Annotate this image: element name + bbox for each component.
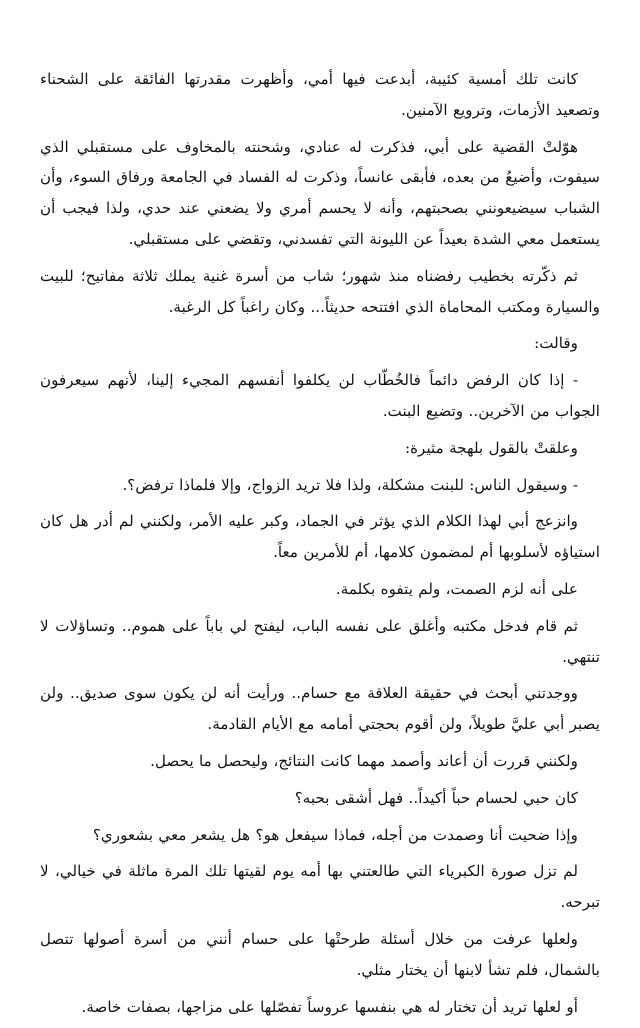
- paragraph-16: ولعلها عرفت من خلال أسئلة طرحتْها على حسام أنني من أسرة أصولها تتصل بالشمال، فلم تشأ لابنها أن يختار مثلي.: [40, 929, 600, 979]
- paragraph-10: ثم قام فدخل مكتبه وأغلق على نفسه الباب، ليفتح لي باباً على هموم.. وتساؤلات لا تنتهي.: [40, 616, 600, 666]
- paragraph-15: لم تزل صورة الكبرياء التي طالعتني بها أمه يوم لقيتها تلك المرة ماثلة في خيالي، لا تبرحه.: [40, 862, 600, 912]
- paragraph-6: وعلقتْ بالقول بلهجة مثيرة:: [404, 438, 578, 457]
- paragraph-17: أو لعلها تريد أن تختار له هي بنفسها عروساً تفصّلها على مزاجها، بصفات خاصة.: [81, 997, 578, 1016]
- document-page: [40, 64, 600, 1028]
- paragraph-9: على أنه لزم الصمت، ولم يتفوه بكلمة.: [335, 579, 578, 598]
- paragraph-11: ووجدتني أبحث في حقيقة العلاقة مع حسام.. ورأيت أنه لن يكون سوى صديق.. ولن يصبر أبي عليَّ طويلاً، ولن أقوم بحجتي أمامه مع الأيام القادمة.: [40, 684, 600, 734]
- paragraph-13: كان حبي لحسام حباً أكيداً.. فهل أشقى بحبه؟: [294, 788, 578, 807]
- paragraph-7: - وسيقول الناس: للبنت مشكلة، ولذا فلا تريد الزواج، وإلا فلماذا ترفض؟.: [122, 475, 578, 494]
- paragraph-2: هوّلتْ القضية على أبي، فذكرت له عنادي، وشحنته بالمخاوف على مستقبلي الذي سيفوت، وأضيعُ من بعده، فأبقى عانساً، وذكرت له الفساد في الجامعة ورفاق السوء، وأن الشباب سيضيعونني بصحبتهم، وأنه لا يحسم أمري ولا يضعني عند حدي، ولذا فيجب أن يستعمل معي الشدة بعيداً عن الليونة التي تفسدني، وتقضي على مستقبلي.: [40, 137, 600, 248]
- paragraph-8: وانزعج أبي لهذا الكلام الذي يؤثر في الجماد، وكبر عليه الأمر، ولكنني لم أدر هل كان استياؤه لأسلوبها أم لمضمون كلامها، أم للأمرين معاً.: [40, 512, 600, 562]
- paragraph-1: كانت تلك أمسية كئيبة، أبدعت فيها أمي، وأظهرت مقدرتها الفائقة على الشحناء وتصعيد الأزمات، وترويع الآمنين.: [40, 70, 600, 119]
- paragraph-4: وقالت:: [534, 334, 578, 353]
- paragraph-3: ثم ذكّرته بخطيب رفضناه منذ شهور؛ شاب من أسرة غنية يملك ثلاثة مفاتيح؛ للبيت والسيارة ومكتب المحاماة الذي افتتحه حديثاً... وكان راغباً كل الرغبة.: [40, 266, 600, 316]
- paragraph-5: - إذا كان الرفض دائماً فالخُطّاب لن يكلفوا أنفسهم المجيء إلينا، لأنهم سيعرفون الجواب من الآخرين.. وتضيع البنت.: [40, 371, 600, 420]
- paragraph-14: وإذا ضحيت أنا وصمدت من أجله، فماذا سيفعل هو؟ هل يشعر معي بشعوري؟: [92, 825, 578, 844]
- paragraph-12: ولكنني قررت أن أعاند وأصمد مهما كانت النتائج، وليحصل ما يحصل.: [150, 751, 578, 770]
